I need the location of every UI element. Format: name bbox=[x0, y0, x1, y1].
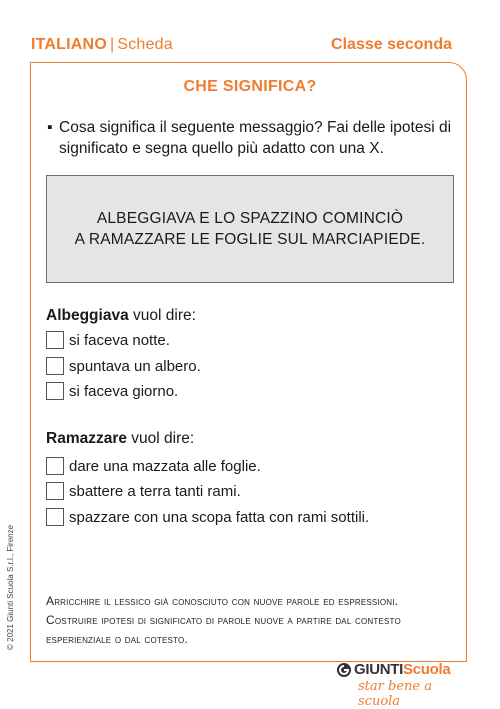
phrase-line-1: ALBEGGIAVA E LO SPAZZINO COMINCIÒ bbox=[96, 210, 404, 227]
group-word: Ramazzare bbox=[46, 430, 127, 447]
sheet-type-label: Scheda bbox=[117, 36, 173, 53]
instruction-text: Cosa significa il seguente messaggio? Fai delle ipotesi di significato e segna quello più adatto con una X. bbox=[59, 119, 452, 157]
group-heading-ramazzare bbox=[46, 430, 194, 448]
option-label: dare una mazzata alle foglie. bbox=[69, 457, 261, 475]
option-row[interactable] bbox=[46, 381, 178, 401]
option-checkbox[interactable] bbox=[46, 457, 64, 475]
page-title: CHE SIGNIFICA? bbox=[183, 78, 317, 95]
option-row[interactable] bbox=[46, 330, 170, 350]
option-checkbox[interactable] bbox=[46, 508, 64, 526]
option-row[interactable] bbox=[46, 456, 261, 476]
logo-brand-name: GIUNTI bbox=[354, 661, 404, 678]
option-label: sbattere a terra tanti rami. bbox=[69, 482, 241, 500]
phrase-box bbox=[46, 175, 454, 283]
group-heading-rest: vuol dire: bbox=[128, 307, 196, 324]
phrase-line-2: A RAMAZZARE LE FOGLIE SUL MARCIAPIEDE. bbox=[74, 231, 426, 248]
logo-brand-school: Scuola bbox=[403, 661, 451, 678]
header-subject bbox=[31, 36, 173, 54]
giunti-g-icon bbox=[336, 662, 352, 678]
header-separator: | bbox=[109, 36, 115, 53]
group-heading-rest: vuol dire: bbox=[127, 430, 195, 447]
option-label: spuntava un albero. bbox=[69, 357, 201, 375]
instruction bbox=[47, 117, 457, 159]
option-row[interactable] bbox=[46, 481, 241, 501]
option-row[interactable] bbox=[46, 507, 369, 527]
group-heading-albeggiava bbox=[46, 307, 196, 325]
option-label: si faceva notte. bbox=[69, 331, 170, 349]
bullet-icon: ▪ bbox=[47, 119, 53, 136]
copyright-notice: © 2021 Giunti Scuola S.r.l., Firenze bbox=[6, 524, 15, 650]
class-label: Classe seconda bbox=[331, 36, 452, 53]
option-checkbox[interactable] bbox=[46, 331, 64, 349]
publisher-logo bbox=[336, 661, 466, 709]
subject-label: ITALIANO bbox=[31, 36, 107, 53]
phrase-text bbox=[75, 208, 426, 250]
option-checkbox[interactable] bbox=[46, 357, 64, 375]
logo-brand bbox=[354, 661, 450, 678]
option-label: si faceva giorno. bbox=[69, 382, 179, 400]
option-label: spazzare con una scopa fatta con rami sottili. bbox=[69, 508, 370, 526]
logo-tagline: star bene a scuola bbox=[358, 679, 432, 709]
option-row[interactable] bbox=[46, 356, 201, 376]
learning-objective-note: Arricchire il lessico già conosciuto con nuove parole ed espressioni. Costruire ipotesi di significato di parole nuove a partire dal contesto esperienziale o dal cotesto. bbox=[46, 594, 401, 646]
option-checkbox[interactable] bbox=[46, 382, 64, 400]
group-word: Albeggiava bbox=[46, 307, 129, 324]
option-checkbox[interactable] bbox=[46, 482, 64, 500]
